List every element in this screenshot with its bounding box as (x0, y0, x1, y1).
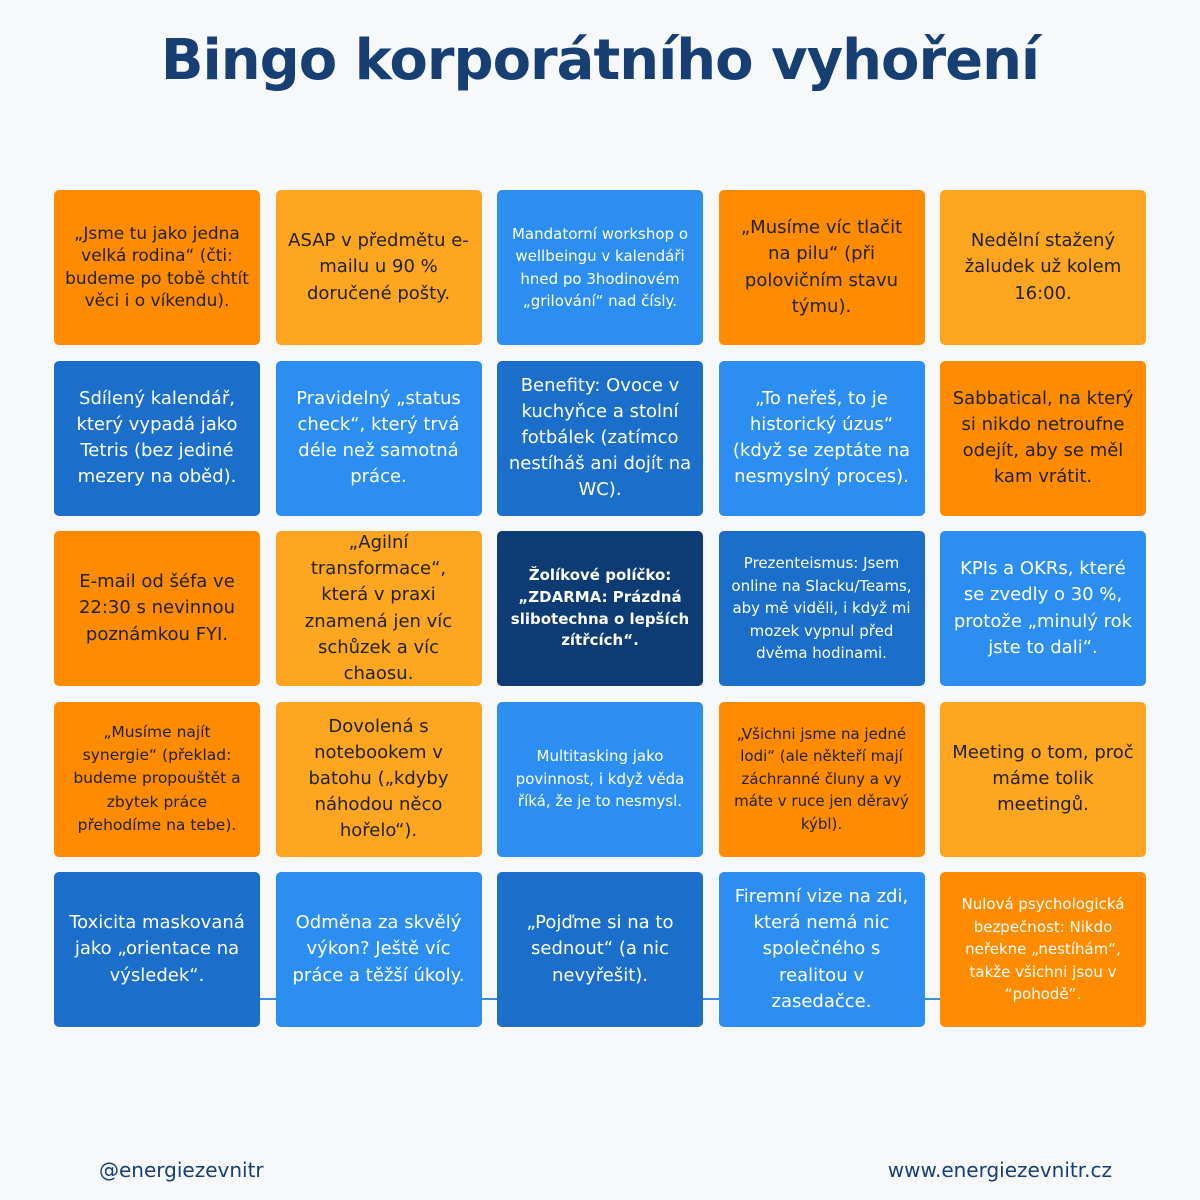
bingo-cell-5-4: Firemní vize na zdi, která nemá nic společného s realitou v zasedačce. (719, 872, 925, 1027)
bingo-cell-5-5: Nulová psychologická bezpečnost: Nikdo neřekne „nestíhám“, takže všichni jsou v “pohodě”. (940, 872, 1146, 1027)
bingo-cell-2-1: Sdílený kalendář, který vypadá jako Tetris (bez jediné mezery na oběd). (54, 361, 260, 516)
bingo-cell-3-5: KPIs a OKRs, které se zvedly o 30 %, protože „minulý rok jste to dali“. (940, 531, 1146, 686)
bingo-cell-1-5: Nedělní stažený žaludek už kolem 16:00. (940, 190, 1146, 345)
bingo-cell-1-4: „Musíme víc tlačit na pilu“ (při polovičním stavu týmu). (719, 190, 925, 345)
bingo-cell-4-4: „Všichni jsme na jedné lodi“ (ale někteří mají záchranné čluny a vy máte v ruce jen děravý kýbl). (719, 702, 925, 857)
bingo-cell-4-5: Meeting o tom, proč máme tolik meetingů. (940, 702, 1146, 857)
footer-handle: @energiezevnitr (99, 1158, 264, 1182)
bingo-cell-4-3: Multitasking jako povinnost, i když věda říká, že je to nesmysl. (497, 702, 703, 857)
bingo-cell-1-2: ASAP v předmětu e-mailu u 90 % doručené pošty. (276, 190, 482, 345)
bingo-cell-2-2: Pravidelný „status check“, který trvá déle než samotná práce. (276, 361, 482, 516)
bingo-cell-5-2: Odměna za skvělý výkon? Ještě víc práce a těžší úkoly. (276, 872, 482, 1027)
bingo-cell-2-5: Sabbatical, na který si nikdo netroufne odejít, aby se měl kam vrátit. (940, 361, 1146, 516)
bingo-cell-3-4: Prezenteismus: Jsem online na Slacku/Teams, aby mě viděli, i když mi mozek vypnul před dvěma hodinami. (719, 531, 925, 686)
bingo-cell-2-3: Benefity: Ovoce v kuchyňce a stolní fotbálek (zatímco nestíháš ani dojít na WC). (497, 361, 703, 516)
bingo-cell-2-4: „To neřeš, to je historický úzus“ (když se zeptáte na nesmyslný proces). (719, 361, 925, 516)
bingo-grid (54, 190, 1146, 1027)
bingo-cell-1-3: Mandatorní workshop o wellbeingu v kalendáři hned po 3hodinovém „grilování“ nad čísly. (497, 190, 703, 345)
bingo-cell-5-3: „Pojďme si na to sednout“ (a nic nevyřešit). (497, 872, 703, 1027)
bingo-cell-3-1: E-mail od šéfa ve 22:30 s nevinnou poznámkou FYI. (54, 531, 260, 686)
footer-url: www.energiezevnitr.cz (887, 1158, 1112, 1182)
bingo-cell-3-3-free-space: Žolíkové políčko: „ZDARMA: Prázdná slibotechna o lepších zítřcích“. (497, 531, 703, 686)
bingo-cell-4-2: Dovolená s notebookem v batohu („kdyby náhodou něco hořelo“). (276, 702, 482, 857)
bingo-cell-4-1: „Musíme najít synergie“ (překlad: budeme propouštět a zbytek práce přehodíme na tebe). (54, 702, 260, 857)
bingo-cell-5-1: Toxicita maskovaná jako „orientace na výsledek“. (54, 872, 260, 1027)
bingo-cell-1-1: „Jsme tu jako jedna velká rodina“ (čti: budeme po tobě chtít věci i o víkendu). (54, 190, 260, 345)
page-title: Bingo korporátního vyhoření (160, 28, 1040, 93)
bingo-cell-3-2: „Agilní transformace“, která v praxi znamená jen víc schůzek a víc chaosu. (276, 531, 482, 686)
